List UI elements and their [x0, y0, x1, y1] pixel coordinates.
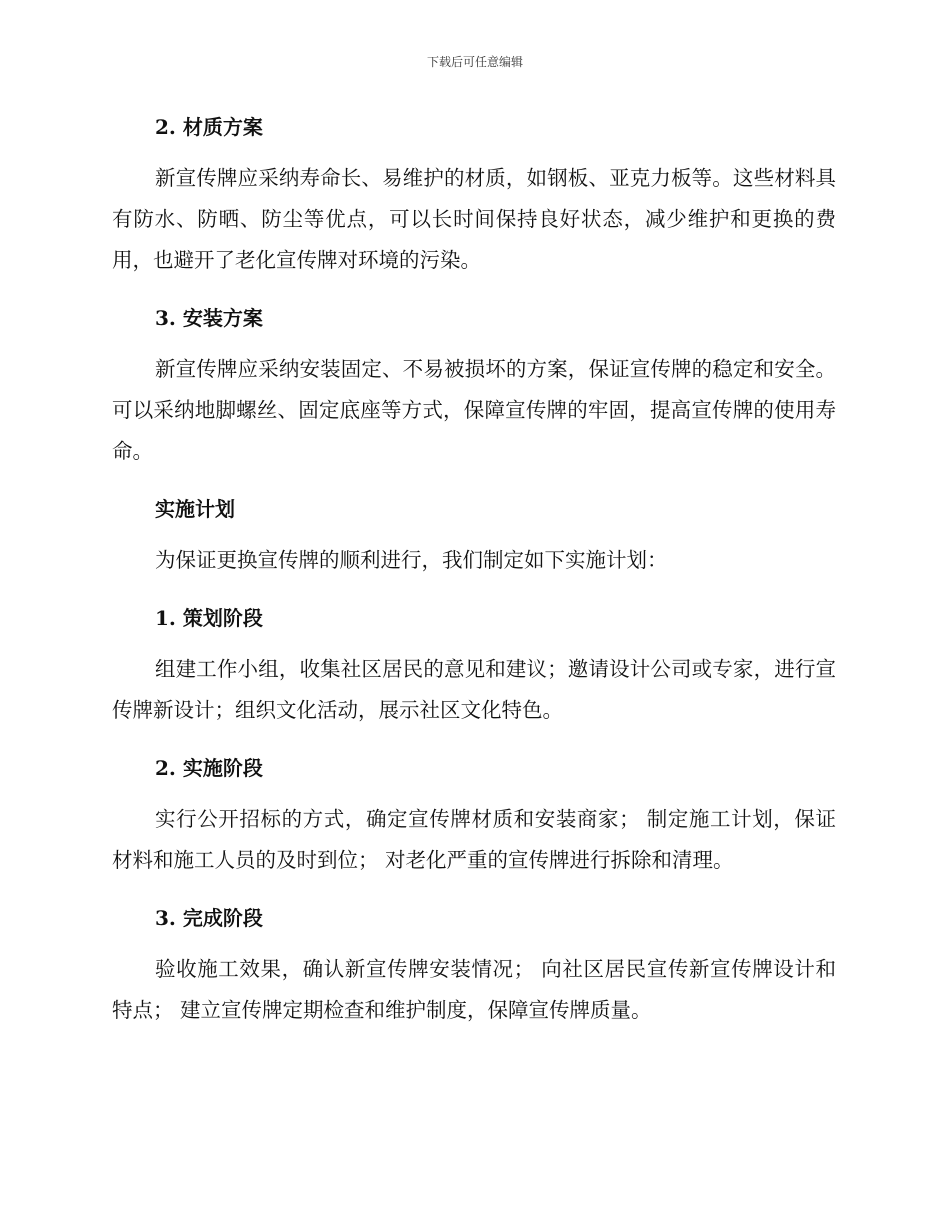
paragraph-implementation-plan: 为保证更换宣传牌的顺利进行，我们制定如下实施计划：	[155, 548, 668, 572]
section-heading-material: 2. 材质方案	[155, 115, 263, 139]
paragraph-material: 新宣传牌应采纳寿命长、易维护的材质，如钢板、亚克力板等。这些材料具有防水、防晒、防尘等优点，可以长时间保持良好状态，减少维护和更换的费用，也避开了老化宣传牌对环境的污染。	[112, 166, 836, 272]
section-heading-execution-stage: 2. 实施阶段	[155, 756, 263, 780]
paragraph-completion-stage: 验收施工效果，确认新宣传牌安装情况； 向社区居民宣传新宣传牌设计和特点； 建立宣传牌定期检查和维护制度，保障宣传牌质量。	[112, 957, 836, 1022]
section-heading-installation: 3. 安装方案	[155, 306, 263, 330]
page-header: 下载后可任意编辑	[426, 55, 523, 69]
paragraph-installation: 新宣传牌应采纳安装固定、不易被损坏的方案，保证宣传牌的稳定和安全。可以采纳地脚螺丝、固定底座等方式，保障宣传牌的牢固，提高宣传牌的使用寿命。	[112, 357, 836, 463]
paragraph-execution-stage: 实行公开招标的方式，确定宣传牌材质和安装商家； 制定施工计划，保证材料和施工人员的及时到位； 对老化严重的宣传牌进行拆除和清理。	[112, 807, 836, 872]
paragraph-planning-stage: 组建工作小组，收集社区居民的意见和建议；邀请设计公司或专家，进行宣传牌新设计；组织文化活动，展示社区文化特色。	[112, 657, 836, 722]
document-body	[112, 110, 836, 1031]
section-heading-planning-stage: 1. 策划阶段	[155, 606, 263, 630]
section-heading-completion-stage: 3. 完成阶段	[155, 906, 263, 930]
section-heading-implementation-plan: 实施计划	[155, 497, 235, 521]
